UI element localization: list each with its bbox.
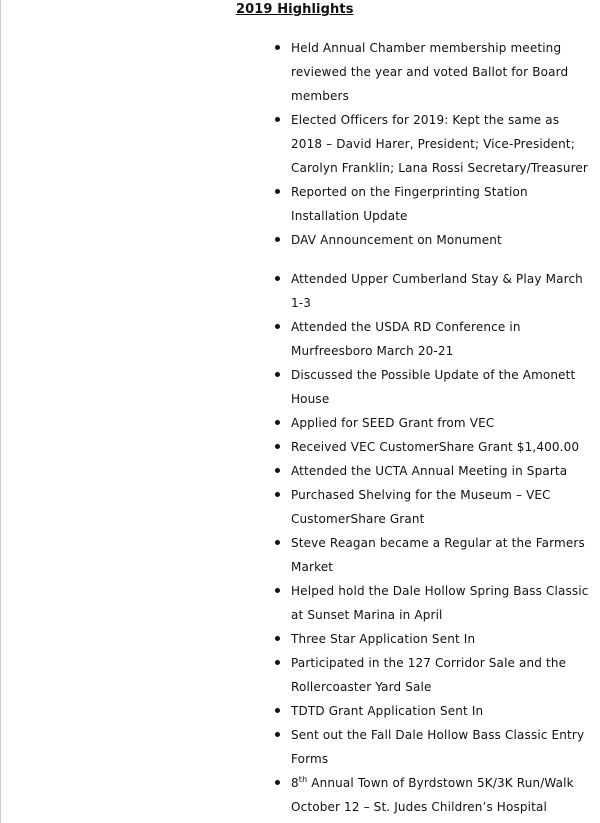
bullet-icon — [275, 324, 280, 329]
list-item — [291, 459, 591, 483]
bullet-icon — [275, 372, 280, 377]
list-item — [291, 363, 591, 411]
bullet-icon — [275, 732, 280, 737]
list-item-text: Helped hold the Dale Hollow Spring Bass Classic at Sunset Marina in April — [291, 584, 589, 622]
list-item-number: 8 — [291, 776, 299, 790]
highlights-list — [291, 36, 591, 819]
list-item-text: Attended Upper Cumberland Stay & Play March 1-3 — [291, 272, 583, 310]
bullet-icon — [275, 660, 280, 665]
list-item — [291, 531, 591, 579]
list-item-text: Purchased Shelving for the Museum – VEC CustomerShare Grant — [291, 488, 551, 526]
bullet-icon — [275, 276, 280, 281]
bullet-icon — [275, 444, 280, 449]
list-item-text: TDTD Grant Application Sent In — [291, 704, 484, 718]
list-item-text: Annual Town of Byrdstown 5K/3K Run/Walk October 12 – St. Judes Children’s Hospital — [291, 776, 574, 814]
bullet-icon — [275, 420, 280, 425]
ordinal-suffix: th — [298, 775, 308, 784]
list-item-text: Received VEC CustomerShare Grant $1,400.00 — [291, 440, 580, 454]
bullet-icon — [275, 189, 280, 194]
list-item — [291, 651, 591, 699]
list-item-text: Applied for SEED Grant from VEC — [291, 416, 495, 430]
list-item — [291, 771, 591, 819]
page-heading: 2019 Highlights — [236, 2, 354, 17]
list-item — [291, 108, 591, 180]
bullet-icon — [275, 492, 280, 497]
list-item — [291, 315, 591, 363]
bullet-icon — [275, 117, 280, 122]
bullet-icon — [275, 45, 280, 50]
list-item-text: Elected Officers for 2019: Kept the same as 2018 – David Harer, President; Vice-President; Carolyn Franklin; Lana Rossi Secretary/Treasurer — [291, 113, 589, 175]
bullet-icon — [275, 468, 280, 473]
bullet-icon — [275, 588, 280, 593]
list-item-text: DAV Announcement on Monument — [291, 233, 502, 247]
bullet-icon — [275, 540, 280, 545]
list-item — [291, 723, 591, 771]
list-item-text: Steve Reagan became a Regular at the Farmers Market — [291, 536, 585, 574]
bullet-icon — [275, 708, 280, 713]
page-left-border — [0, 0, 1, 823]
bullet-icon — [275, 780, 280, 785]
list-item — [291, 435, 591, 459]
list-item-text: Reported on the Fingerprinting Station Installation Update — [291, 185, 528, 223]
list-item — [291, 36, 591, 108]
list-item — [291, 579, 591, 627]
list-item-text: Participated in the 127 Corridor Sale and the Rollercoaster Yard Sale — [291, 656, 567, 694]
list-item — [291, 627, 591, 651]
list-item-text: Attended the UCTA Annual Meeting in Sparta — [291, 464, 568, 478]
list-item — [291, 267, 591, 315]
list-item — [291, 483, 591, 531]
bullet-icon — [275, 636, 280, 641]
list-item-text: Held Annual Chamber membership meeting reviewed the year and voted Ballot for Board members — [291, 41, 569, 103]
list-item-text: Attended the USDA RD Conference in Murfreesboro March 20-21 — [291, 320, 521, 358]
list-item — [291, 411, 591, 435]
bullet-icon — [275, 237, 280, 242]
list-item — [291, 180, 591, 228]
list-item-text: Three Star Application Sent In — [291, 632, 476, 646]
list-item-text: Discussed the Possible Update of the Amonett House — [291, 368, 576, 406]
list-item — [291, 699, 591, 723]
list-item — [291, 228, 591, 252]
list-item-text: Sent out the Fall Dale Hollow Bass Classic Entry Forms — [291, 728, 585, 766]
